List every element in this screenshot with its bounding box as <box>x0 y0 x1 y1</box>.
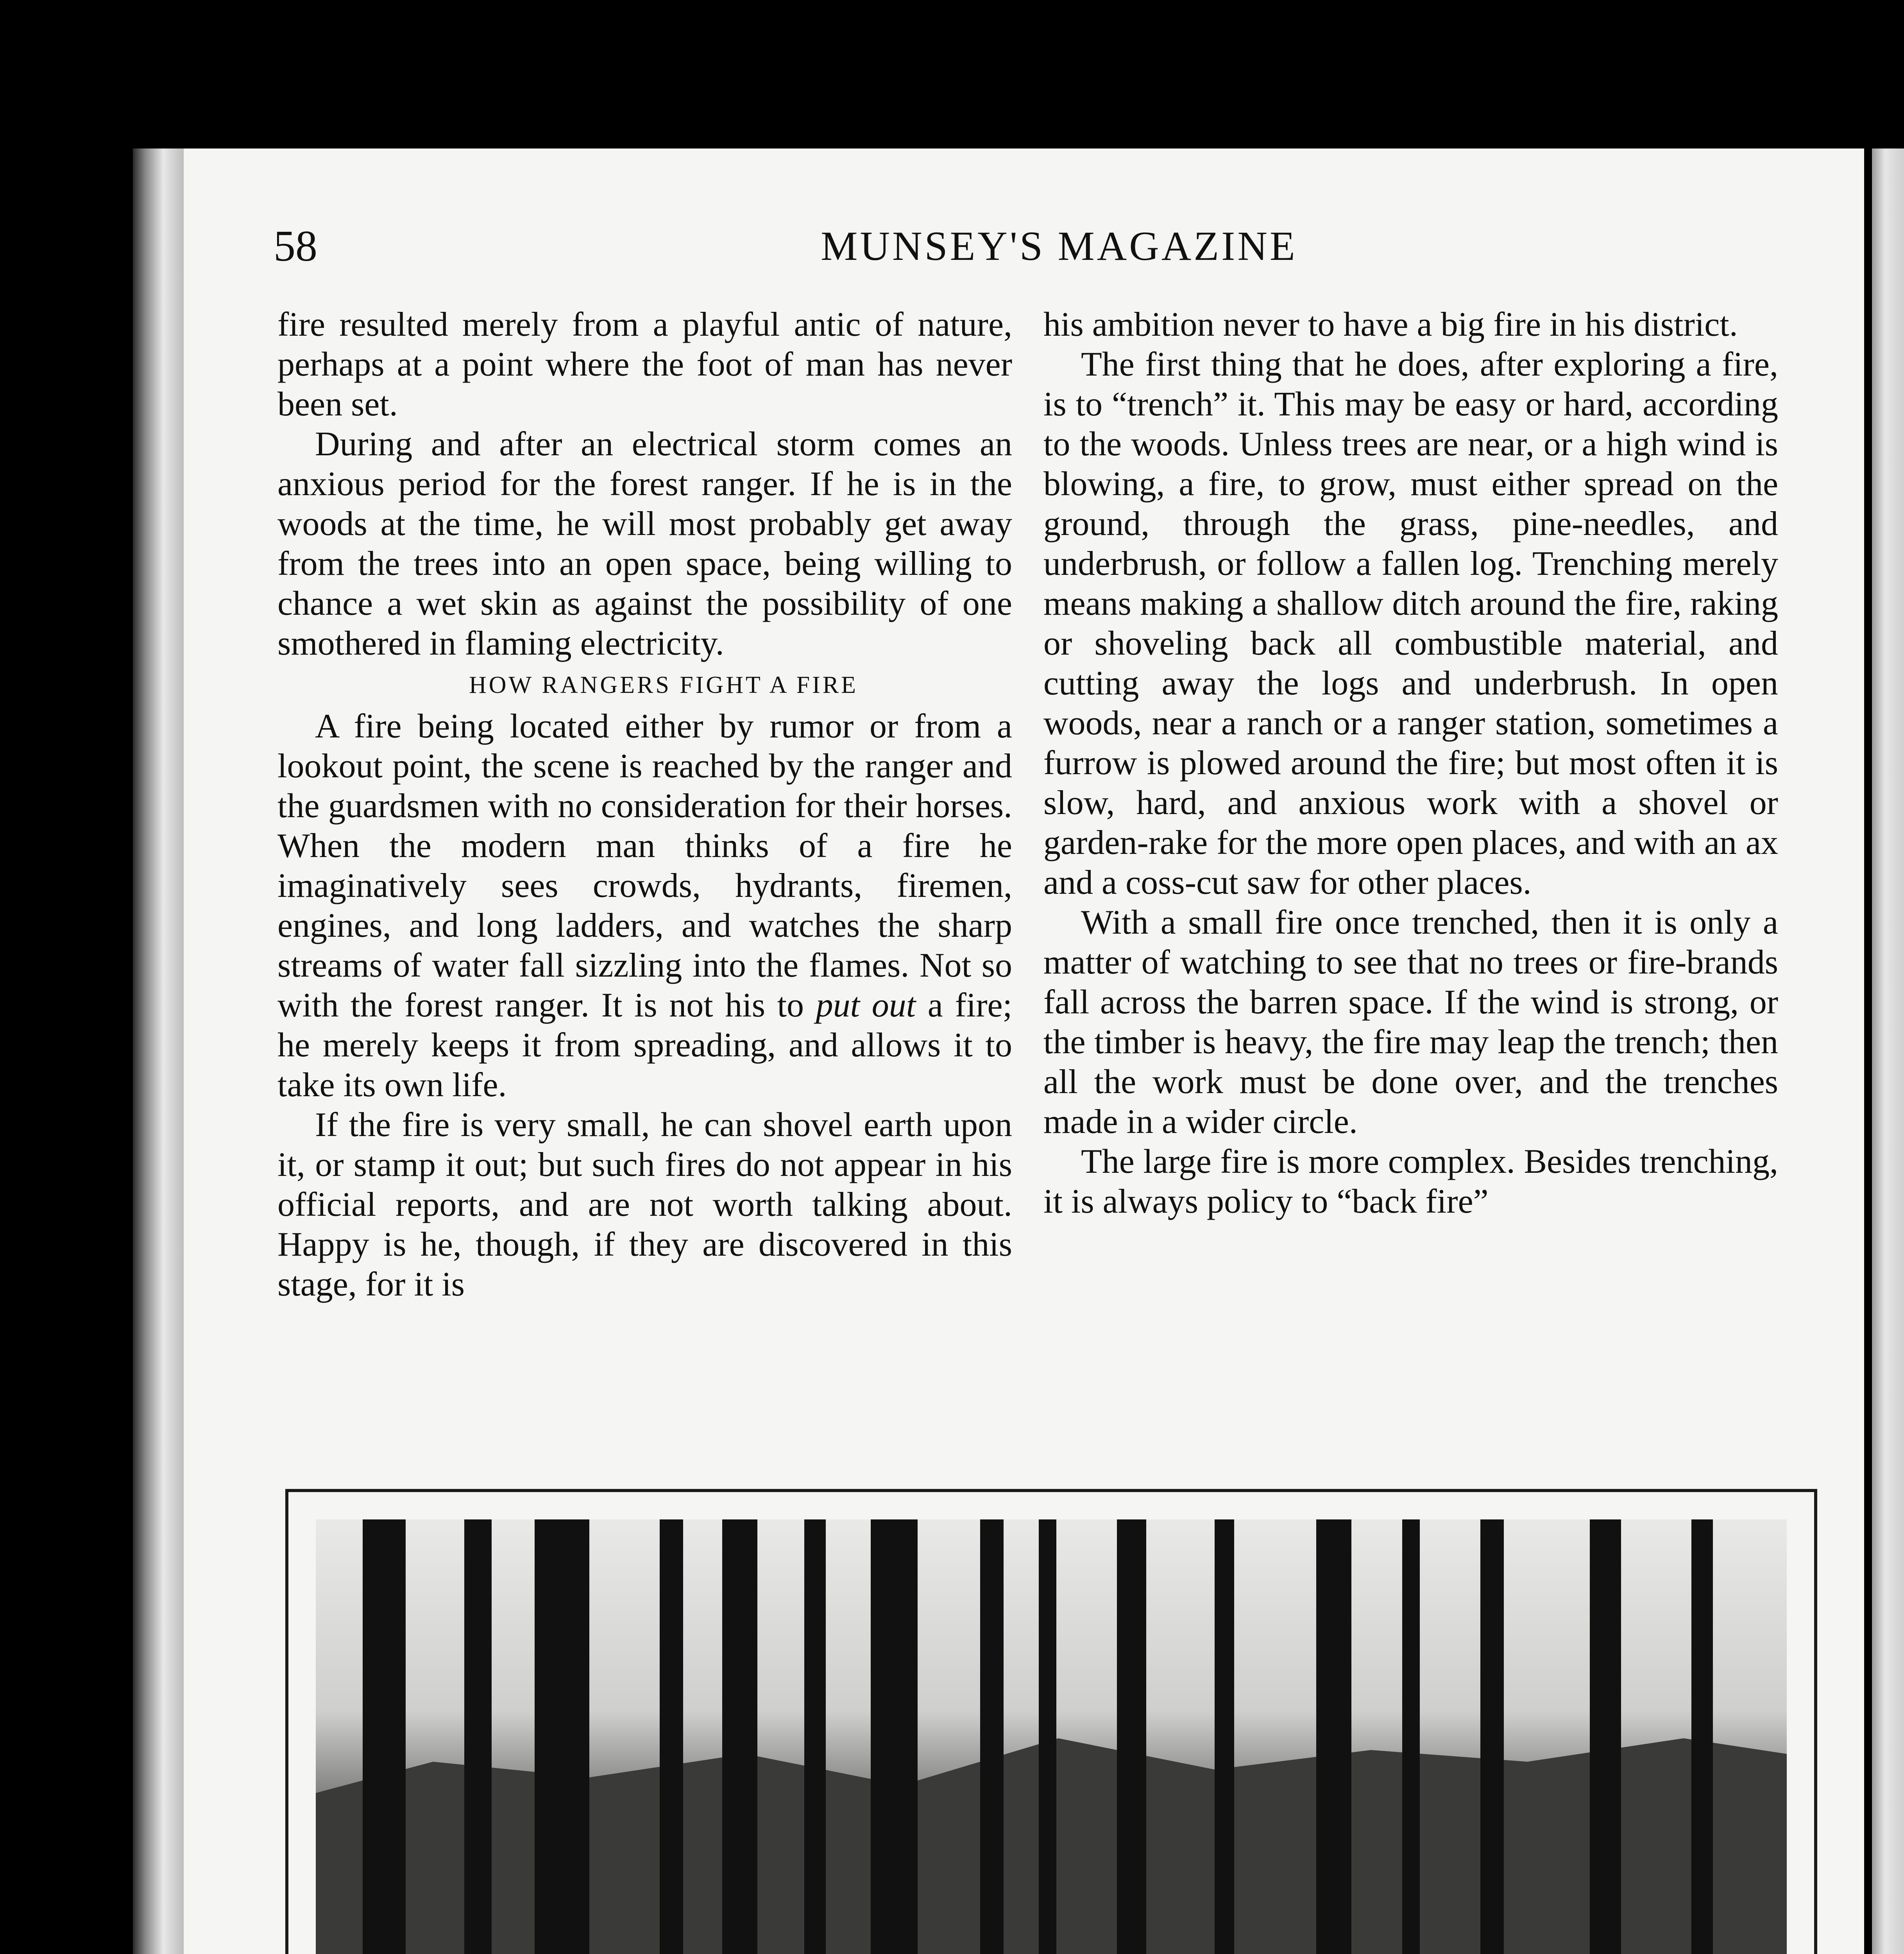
facing-page-edge <box>1872 149 1904 1954</box>
left-text-column <box>277 305 1012 1304</box>
paragraph <box>277 707 1012 1105</box>
right-text-column <box>1043 305 1778 1222</box>
running-head <box>274 215 1845 277</box>
magazine-page <box>184 149 1864 1954</box>
paragraph-text: a fire; he merely keeps it from spreading, and allows it to take its own life. <box>277 986 1013 1104</box>
paragraph: If the fire is very small, he can shovel earth upon it, or stamp it out; but such fires do not appear in his official reports, and are not worth talking about. Happy is he, though, if they are discovered in this stage, for it is <box>277 1106 1012 1303</box>
forest-photograph <box>316 1519 1787 1954</box>
magazine-title: MUNSEY'S MAGAZINE <box>821 223 1297 269</box>
paragraph: The first thing that he does, after exploring a fire, is to “trench” it. This may be easy or hard, according to the woods. Unless trees are near, or a high wind is blowing, a fire, to grow, must either spread on the ground, through the grass, pine-needles, and underbrush, or follow a fallen log. Trenching merely means making a shallow ditch around the fire, raking or shoveling back all combustible material, and cutting away the logs and underbrush. In open woods, near a ranch or a ranger station, sometimes a furrow is plowed around the fire; but most often it is slow, hard, and anxious work with a shovel or garden-rake for the more open places, and with an ax and a coss-cut saw for other places. <box>1043 345 1778 902</box>
photograph-frame <box>285 1489 1817 1954</box>
paragraph: The large fire is more complex. Besides trenching, it is always policy to “back fire” <box>1043 1143 1778 1220</box>
paragraph-text: A fire being located either by rumor or from a lookout point, the scene is reached by the ranger and the guardsmen with no consideration for their horses. When the modern man thinks of a fire he imaginatively sees crowds, hydrants, firemen, engines, and long ladders, and watches the sharp streams of water fall sizzling into the flames. Not so with the forest ranger. It is not his to <box>277 707 1012 1024</box>
paragraph: During and after an electrical storm comes an anxious period for the forest ranger. If he is in the woods at the time, he will most probably get away from the trees into an open space, being willing to chance a wet skin as against the possibility of one smothered in flaming electricity. <box>277 425 1012 662</box>
page-number: 58 <box>274 222 317 270</box>
italic-phrase: put out <box>816 986 916 1024</box>
book-binding-gutter <box>133 149 184 1954</box>
section-heading: HOW RANGERS FIGHT A FIRE <box>469 672 859 698</box>
paragraph: fire resulted merely from a playful antic of nature, perhaps at a point where the foot of man has never been set. <box>277 306 1012 423</box>
paragraph: With a small fire once trenched, then it is only a matter of watching to see that no trees or fire-brands fall across the barren space. If the wind is strong, or the timber is heavy, the fire may leap the trench; then all the work must be done over, and the trenches made in a wider circle. <box>1043 904 1778 1141</box>
paragraph: his ambition never to have a big fire in his district. <box>1043 306 1738 344</box>
